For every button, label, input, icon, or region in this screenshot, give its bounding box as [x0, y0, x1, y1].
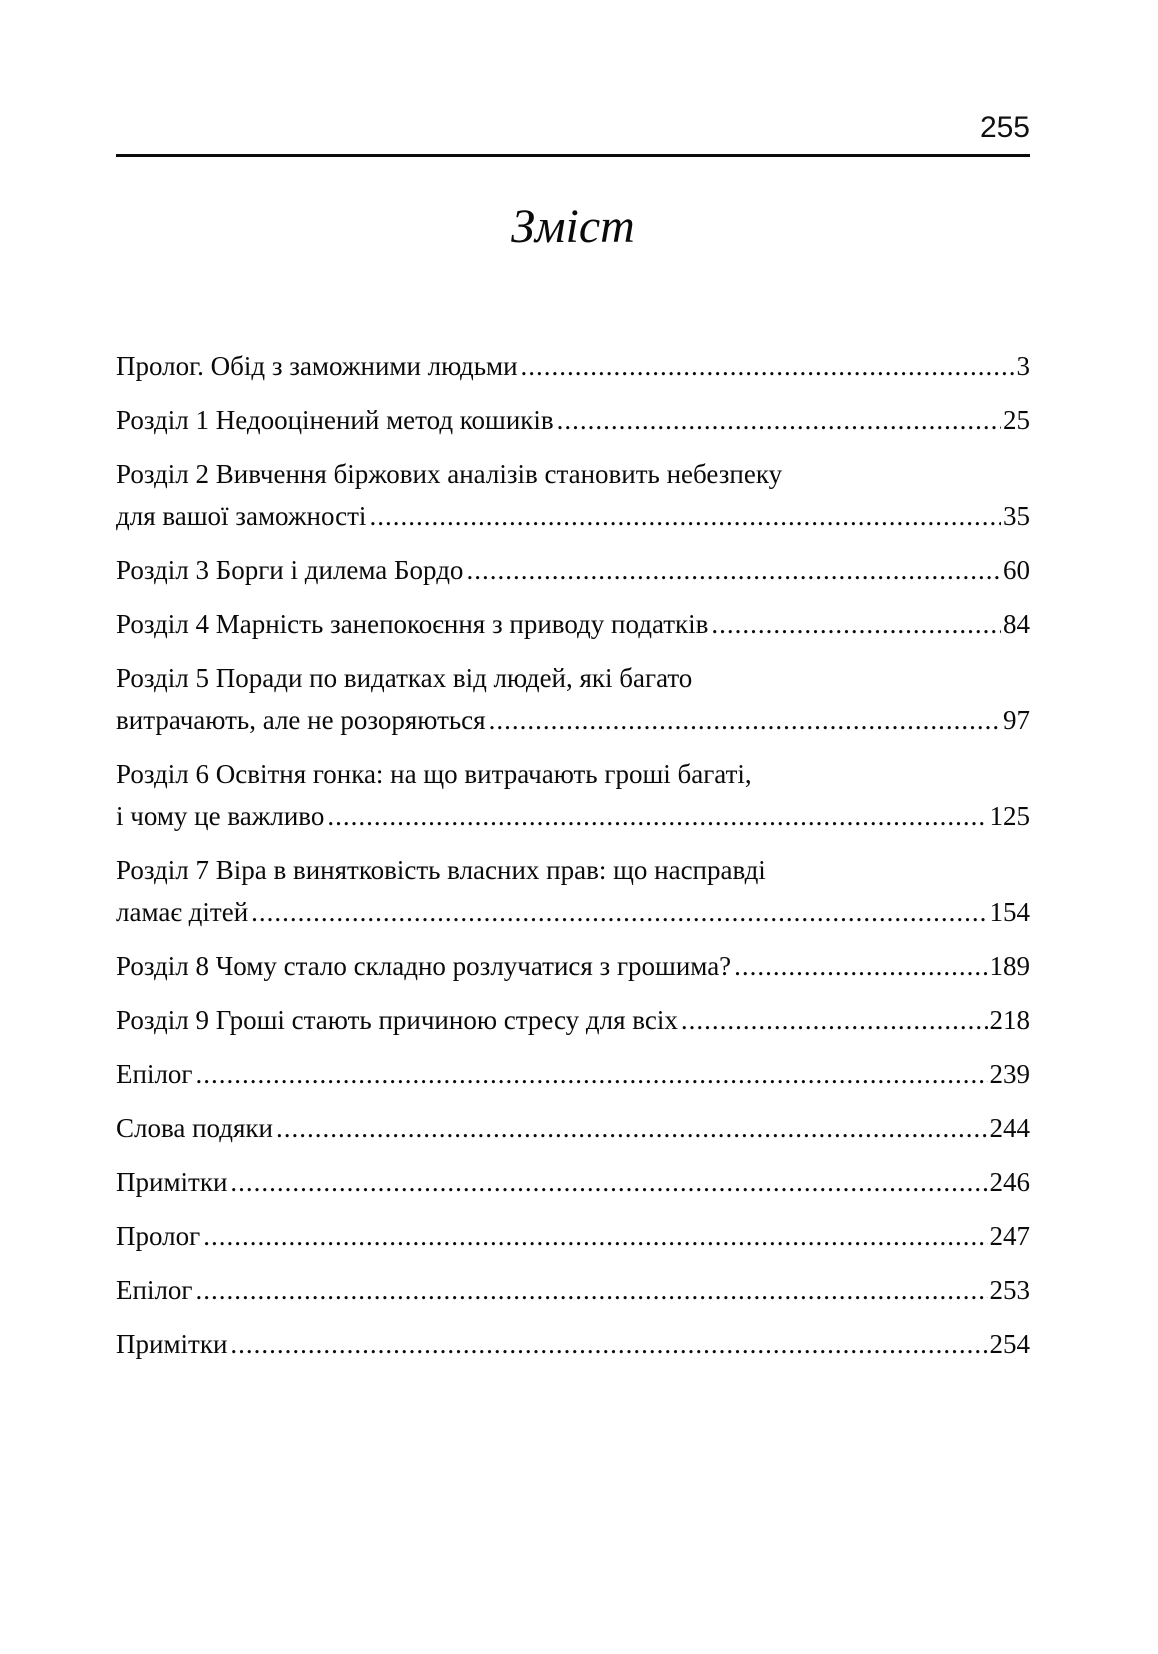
toc-page-number: 125 — [989, 801, 1030, 831]
toc-entry-text: Розділ 4 Марність занепокоєння з приводу податків — [116, 609, 709, 639]
toc-entry-text: Розділ 7 Віра в винятковість власних прав: що насправді — [116, 855, 766, 885]
toc-leader-dots — [486, 699, 1001, 741]
toc-list — [116, 345, 1030, 1365]
toc-entry-text: Розділ 8 Чому стало складно розлучатися з грошима? — [116, 951, 732, 981]
toc-entry — [116, 453, 1030, 537]
toc-leader-dots — [273, 1107, 987, 1149]
toc-entry — [116, 1269, 1030, 1311]
toc-entry-text: ламає дітей — [116, 897, 249, 927]
toc-entry-line — [116, 1215, 1030, 1257]
toc-entry-text: Розділ 1 Недооцінений метод кошиків — [116, 405, 554, 435]
toc-entry-line — [116, 399, 1030, 441]
toc-entry — [116, 753, 1030, 837]
toc-page-number: 189 — [989, 951, 1030, 981]
toc-leader-dots — [554, 399, 1001, 441]
toc-entry-text: витрачають, але не розоряються — [116, 705, 486, 735]
toc-entry-line — [116, 603, 1030, 645]
page-header — [116, 0, 1030, 157]
toc-entry — [116, 345, 1030, 387]
toc-page-number: 246 — [989, 1167, 1030, 1197]
toc-leader-dots — [324, 795, 987, 837]
toc-entry — [116, 399, 1030, 441]
toc-page-number: 60 — [1003, 555, 1030, 585]
toc-entry — [116, 549, 1030, 591]
toc-page-number: 97 — [1003, 705, 1030, 735]
toc-page-number: 253 — [989, 1275, 1030, 1305]
toc-entry-line — [116, 945, 1030, 987]
toc-page-number: 3 — [1016, 351, 1030, 381]
toc-page-number: 254 — [989, 1329, 1030, 1359]
header-page-number: 255 — [979, 111, 1030, 144]
toc-entry-line — [116, 999, 1030, 1041]
toc-entry-line — [116, 495, 1030, 537]
toc-page-number: 218 — [989, 1005, 1030, 1035]
toc-entry-text: Розділ 5 Поради по видатках від людей, які багато — [116, 663, 693, 693]
toc-entry-line — [116, 1053, 1030, 1095]
toc-entry — [116, 945, 1030, 987]
toc-leader-dots — [200, 1215, 987, 1257]
toc-entry-text: для вашої заможності — [116, 501, 367, 531]
toc-entry-text: Розділ 2 Вивчення біржових аналізів становить небезпеку — [116, 459, 783, 489]
toc-leader-dots — [518, 345, 1015, 387]
toc-entry-text: Розділ 9 Гроші стають причиною стресу для всіх — [116, 1005, 678, 1035]
toc-leader-dots — [227, 1323, 987, 1365]
toc-page-number: 244 — [989, 1113, 1030, 1143]
toc-leader-dots — [248, 891, 987, 933]
toc-entry — [116, 1107, 1030, 1149]
toc-entry — [116, 603, 1030, 645]
toc-entry-text: Примітки — [116, 1329, 228, 1359]
toc-entry-text: Пролог. Обід з заможними людьми — [116, 351, 518, 381]
toc-leader-dots — [678, 999, 988, 1041]
toc-entry-text: Розділ 3 Борги і дилема Бордо — [116, 555, 464, 585]
toc-entry-text: і чому це важливо — [116, 801, 325, 831]
toc-entry — [116, 999, 1030, 1041]
toc-leader-dots — [193, 1269, 988, 1311]
toc-leader-dots — [463, 549, 1001, 591]
toc-page-number: 247 — [989, 1221, 1030, 1251]
toc-leader-dots — [366, 495, 1001, 537]
toc-entry-line — [116, 699, 1030, 741]
toc-entry-line — [116, 891, 1030, 933]
toc-entry-text: Епілог — [116, 1275, 193, 1305]
toc-leader-dots — [731, 945, 987, 987]
toc-entry-line — [116, 1323, 1030, 1365]
toc-leader-dots — [227, 1161, 987, 1203]
toc-entry-line — [116, 345, 1030, 387]
toc-entry — [116, 1161, 1030, 1203]
toc-entry-line — [116, 1161, 1030, 1203]
toc-entry-text: Розділ 6 Освітня гонка: на що витрачають гроші багаті, — [116, 759, 752, 789]
toc-page-number: 239 — [989, 1059, 1030, 1089]
toc-entry-line — [116, 549, 1030, 591]
toc-entry-line — [116, 795, 1030, 837]
toc-entry-text: Слова подяки — [116, 1113, 274, 1143]
toc-entry — [116, 1053, 1030, 1095]
toc-page-number: 154 — [989, 897, 1030, 927]
toc-page-number: 35 — [1003, 501, 1030, 531]
toc-entry-text: Пролог — [116, 1221, 201, 1251]
toc-page-number: 25 — [1003, 405, 1030, 435]
toc-entry-line — [116, 1269, 1030, 1311]
header-rule — [116, 154, 1030, 157]
toc-leader-dots — [193, 1053, 988, 1095]
toc-entry — [116, 1215, 1030, 1257]
toc-page-number: 84 — [1003, 609, 1030, 639]
toc-entry-text: Примітки — [116, 1167, 228, 1197]
toc-leader-dots — [708, 603, 1001, 645]
toc-entry-text: Епілог — [116, 1059, 193, 1089]
toc-entry — [116, 1323, 1030, 1365]
toc-entry — [116, 849, 1030, 933]
toc-entry-line — [116, 1107, 1030, 1149]
toc-entry — [116, 657, 1030, 741]
page-title: Зміст — [511, 200, 635, 253]
